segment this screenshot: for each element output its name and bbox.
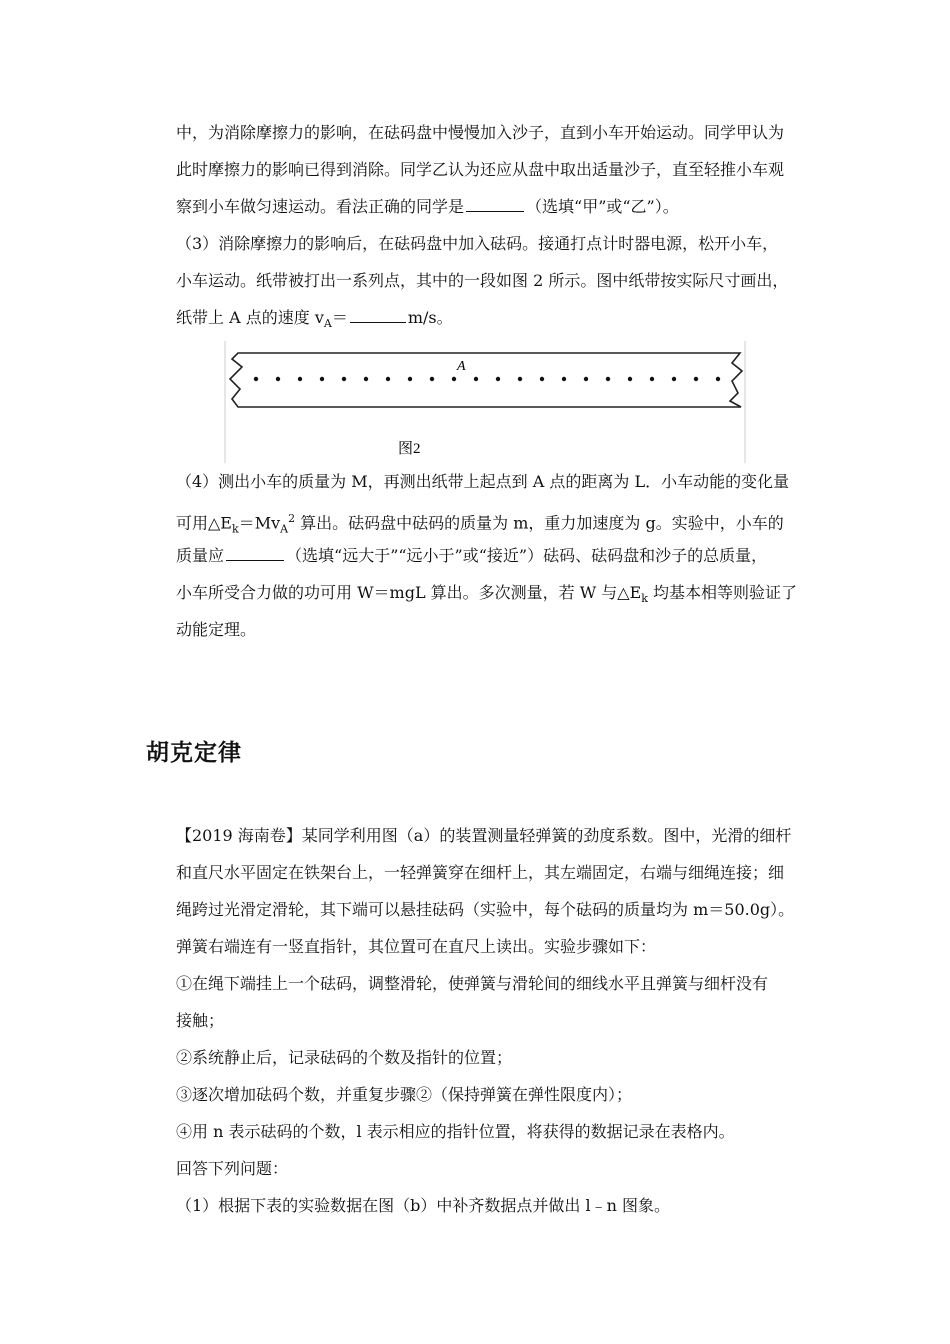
answer-blank[interactable]	[226, 542, 284, 561]
text-span: ＝	[331, 308, 348, 327]
text-line: 回答下列问题：	[176, 1159, 289, 1178]
tape-dot	[364, 377, 368, 381]
text-span: 小车所受合力做的功可用 W＝mgL 算出。多次测量，若 W 与△E	[176, 583, 642, 602]
tape-dot	[386, 377, 390, 381]
paragraph-hooke	[176, 817, 810, 1224]
tape-dot	[474, 377, 478, 381]
text-line: 【2019 海南卷】某同学利用图（a）的装置测量轻弹簧的劲度系数。图中，光滑的细杆	[176, 826, 792, 845]
text-span: （选填“远大于”“远小于”或“接近”）砝码、砝码盘和沙子的总质量，	[286, 546, 768, 565]
subscript: k	[641, 592, 648, 606]
superscript: 2	[288, 512, 296, 525]
text-line: ①在绳下端挂上一个砝码，调整滑轮，使弹簧与滑轮间的细线水平且弹簧与细杆没有	[176, 974, 769, 993]
text-line: 和直尺水平固定在铁架台上，一轻弹簧穿在细杆上，其左端固定，右端与细绳连接；细	[176, 863, 785, 882]
text-line	[176, 537, 810, 574]
text-line: ③逐次增加砝码个数，并重复步骤②（保持弹簧在弹性限度内）；	[176, 1085, 633, 1104]
tape-dot	[342, 377, 346, 381]
figure-paper-tape	[224, 341, 746, 463]
subscript: k	[232, 522, 239, 536]
text-span: Mv	[254, 513, 281, 533]
tape-dot	[540, 377, 544, 381]
text-line: （4）测出小车的质量为 M，再测出纸带上起点到 A 点的距离为 L．小车动能的变化量	[176, 472, 790, 491]
text-span: m/s。	[407, 308, 453, 327]
tape-dot	[430, 377, 434, 381]
tape-dot	[716, 377, 720, 381]
text-line	[176, 500, 810, 537]
tape-dot	[694, 377, 698, 381]
tape-dot	[408, 377, 412, 381]
text-span: 察到小车做匀速运动。看法正确的同学是	[176, 197, 465, 216]
section-heading: 胡克定律	[146, 740, 242, 766]
text-line: 绳跨过光滑定滑轮，其下端可以悬挂砝码（实验中，每个砝码的质量均为 m＝50.0g）。	[176, 900, 795, 919]
tape-dot	[518, 377, 522, 381]
tape-dot	[452, 377, 456, 381]
text-line: 弹簧右端连有一竖直指针，其位置可在直尺上读出。实验步骤如下：	[176, 937, 657, 956]
tape-dot	[562, 377, 566, 381]
text-line: 动能定理。	[176, 620, 257, 639]
text-line: 此时摩擦力的影响已得到消除。同学乙认为还应从盘中取出适量沙子，直至轻推小车观	[176, 160, 785, 179]
paper-tape-diagram	[224, 341, 746, 463]
text-line	[176, 574, 810, 611]
tape-dot	[672, 377, 676, 381]
text-line: ④用 n 表示砝码的个数，l 表示相应的指针位置，将获得的数据记录在表格内。	[176, 1122, 735, 1141]
subscript: A	[280, 522, 289, 536]
paragraph-friction	[176, 114, 810, 336]
text-span: （选填“甲”或“乙”）。	[526, 197, 679, 216]
paper-tape	[230, 353, 742, 407]
figure-caption: 图2	[398, 441, 421, 457]
tape-dot	[298, 377, 302, 381]
text-line: ②系统静止后，记录砝码的个数及指针的位置；	[176, 1048, 513, 1067]
point-label-a: A	[457, 359, 466, 374]
text-line: （3）消除摩擦力的影响后，在砝码盘中加入砝码。接通打点计时器电源，松开小车，	[176, 234, 779, 253]
text-span: ＝	[238, 513, 255, 533]
tape-dot	[496, 377, 500, 381]
text-line: 小车运动。纸带被打出一系列点，其中的一段如图 2 所示。图中纸带按实际尺寸画出，	[176, 271, 789, 290]
text-span: 均基本相等则验证了	[647, 583, 798, 602]
text-line: （1）根据下表的实验数据在图（b）中补齐数据点并做出 l﹣n 图象。	[176, 1196, 671, 1215]
tape-dot	[584, 377, 588, 381]
text-span: 算出。砝码盘中砝码的质量为 m，重力加速度为 g。实验中，小车的	[295, 513, 784, 533]
answer-blank[interactable]	[466, 193, 524, 212]
tape-dot	[650, 377, 654, 381]
tape-dot	[320, 377, 324, 381]
tape-dot	[628, 377, 632, 381]
text-line	[176, 188, 810, 225]
text-line: 中，为消除摩擦力的影响，在砝码盘中慢慢加入沙子，直到小车开始运动。同学甲认为	[176, 123, 785, 142]
tape-dot	[606, 377, 610, 381]
tape-dot	[276, 377, 280, 381]
answer-blank[interactable]	[350, 304, 406, 323]
text-line	[176, 299, 810, 336]
text-line: 接触；	[176, 1011, 225, 1030]
text-span: 可用△E	[176, 513, 232, 533]
text-span: 纸带上 A 点的速度 v	[176, 308, 324, 327]
subscript: A	[323, 317, 332, 331]
tape-dot	[254, 377, 258, 381]
paragraph-question-4	[176, 463, 810, 648]
text-span: 质量应	[176, 546, 225, 565]
